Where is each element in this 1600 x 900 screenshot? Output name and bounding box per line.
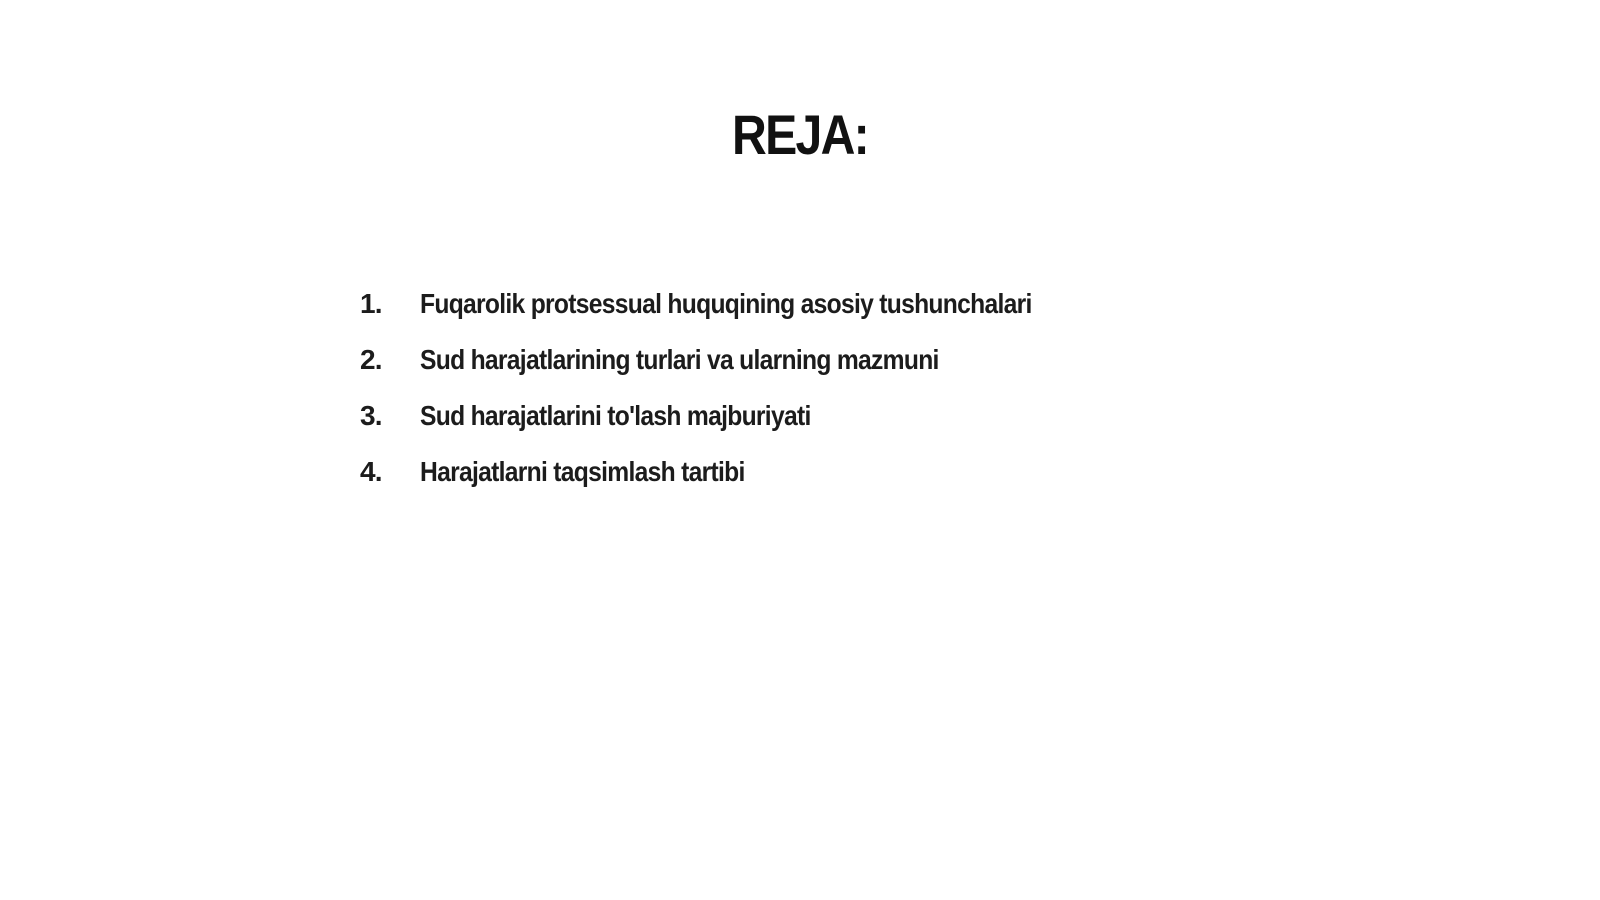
list-item [360, 456, 1115, 512]
list-item-number: 2. [360, 344, 382, 375]
list-item-number: 3. [360, 400, 382, 431]
slide-title: REJA: [732, 103, 868, 166]
plan-list [360, 288, 1115, 512]
list-item-number: 4. [360, 456, 382, 487]
list-item-number: 1. [360, 288, 382, 319]
list-item [360, 288, 1115, 344]
list-item-text: Harajatlarni taqsimlash tartibi [420, 456, 745, 487]
list-item [360, 344, 1115, 400]
list-item-text: Sud harajatlarining turlari va ularning mazmuni [420, 344, 939, 375]
list-item-text: Sud harajatlarini to'lash majburiyati [420, 400, 811, 431]
list-item [360, 400, 1115, 456]
list-item-text: Fuqarolik protsessual huquqining asosiy tushunchalari [420, 288, 1032, 319]
